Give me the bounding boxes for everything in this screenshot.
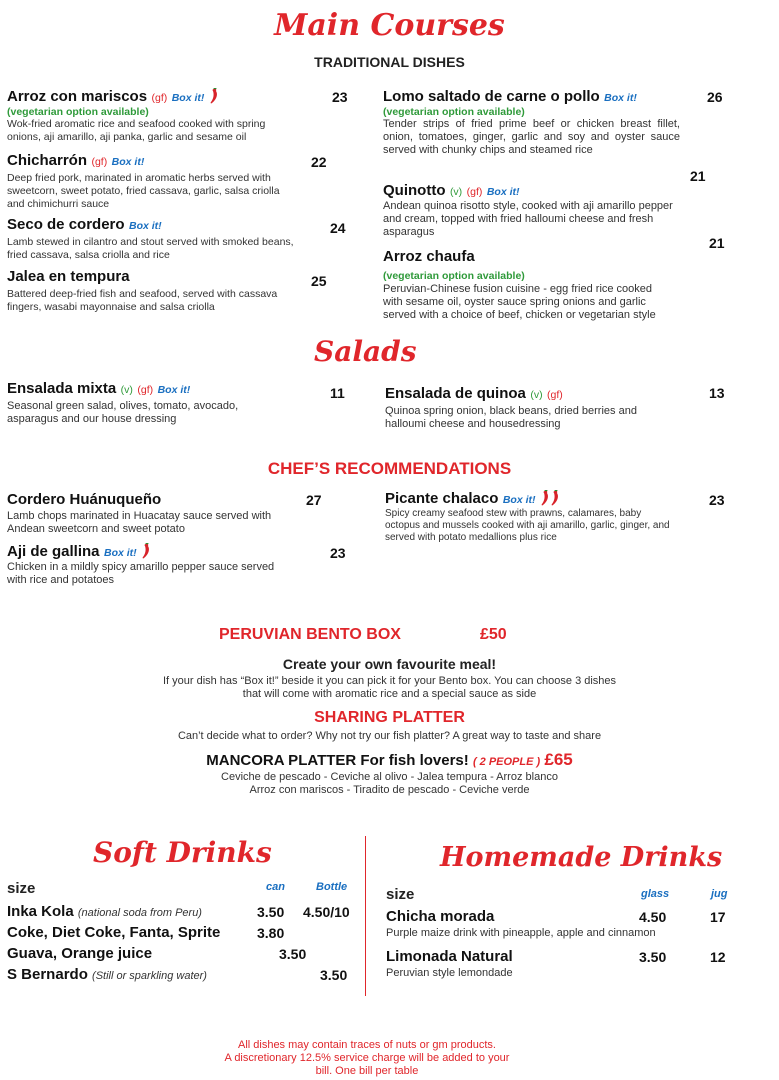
size-label: size (7, 880, 36, 897)
main-courses-title: Main Courses (274, 8, 505, 43)
item-name: Aji de gallina (7, 543, 100, 560)
drink-name: Guava, Orange juice (7, 945, 153, 962)
item-price: 23 (332, 89, 348, 105)
vegetarian-tag: (v) (530, 389, 543, 401)
drink-name: Chicha morada (386, 908, 495, 925)
gf-tag: (gf) (137, 384, 154, 396)
jug-price: 17 (710, 909, 726, 925)
can-price: 3.80 (257, 925, 285, 941)
can-price: 3.50 (279, 946, 307, 962)
item-name: Cordero Huánuqueño (7, 491, 162, 508)
platter-items: Ceviche de pescado - Ceviche al olivo - Jalea tempura - Arroz blanco (221, 771, 558, 783)
chili-pepper-icon (540, 490, 550, 506)
jug-column-header: jug (711, 888, 728, 900)
bento-box-title: PERUVIAN BENTO BOX (219, 626, 401, 643)
bento-box-price: £50 (480, 626, 507, 643)
vegetarian-note: (vegetarian option available) (383, 106, 525, 118)
drink-description: Purple maize drink with pineapple, apple and cinnamon (386, 927, 656, 939)
item-name: Lomo saltado de carne o pollo (383, 88, 600, 105)
footer-note: bill. One bill per table (315, 1065, 419, 1077)
chefs-recommendations-title: CHEF’S RECOMMENDATIONS (267, 459, 512, 478)
menu-item (383, 182, 680, 239)
chili-pepper-icon (141, 543, 151, 559)
item-name: Ensalada de quinoa (385, 385, 526, 402)
item-price: 22 (311, 154, 327, 170)
drink-description: Peruvian style lemondade (386, 967, 513, 979)
menu-item (7, 543, 292, 587)
item-price: 21 (709, 235, 725, 251)
item-price: 21 (690, 168, 706, 184)
platter-price: £65 (544, 750, 573, 769)
soft-drinks-title: Soft Drinks (93, 836, 272, 869)
box-it-badge: Box it! (103, 547, 137, 559)
box-it-badge: Box it! (129, 220, 162, 232)
menu-item (383, 248, 673, 322)
item-name: Arroz chaufa (383, 248, 475, 265)
item-description: Deep fried pork, marinated in aromatic herbs served with sweetcorn, sweet potato, fried cassava, garlic, salsa criolla and chimichurri sauce (7, 172, 280, 210)
glass-price: 3.50 (639, 949, 667, 965)
can-price: 3.50 (257, 904, 285, 920)
item-price: 11 (330, 385, 345, 401)
item-price: 23 (709, 492, 725, 508)
menu-item (7, 152, 297, 211)
size-label: size (386, 886, 415, 903)
sharing-text: Can’t decide what to order? Why not try our fish platter? A great way to taste and share (177, 730, 602, 742)
main-courses-subtitle: TRADITIONAL DISHES (314, 54, 465, 70)
item-price: 13 (709, 385, 725, 401)
platter-name: MANCORA PLATTER For fish lovers! (206, 752, 469, 769)
bento-text-line: that will come with aromatic rice and a special sauce as side (242, 688, 537, 700)
item-price: 26 (707, 89, 723, 105)
menu-item (383, 88, 680, 157)
column-divider (365, 836, 366, 996)
bento-text-line: If your dish has “Box it!” beside it you can pick it for your Bento box. You can choose 3 dishes (162, 675, 617, 687)
menu-item (385, 385, 675, 431)
menu-item (7, 380, 292, 426)
box-it-badge: Box it! (157, 384, 191, 396)
menu-item (385, 490, 675, 544)
menu-item (7, 88, 297, 144)
bottle-price: 4.50/10 (303, 904, 350, 920)
item-description: Seasonal green salad, olives, tomato, avocado, asparagus and our house dressing (7, 400, 239, 425)
bottle-price: 3.50 (320, 967, 348, 983)
drink-name: S Bernardo (7, 966, 88, 983)
item-description: Tender strips of fried prime beef or chicken breast fillet, onion, tomatoes, ginger, garlic and soy and oyster sauce served with chunky chips and steamed rice (383, 118, 680, 156)
vegetarian-note: (vegetarian option available) (383, 270, 525, 282)
homemade-drinks-title: Homemade Drinks (440, 842, 723, 873)
item-name: Chicharrón (7, 152, 88, 169)
gf-tag: (gf) (547, 389, 563, 401)
mancora-platter-line (0, 750, 779, 770)
platter-items: Arroz con mariscos - Tiradito de pescado - Ceviche verde (249, 784, 530, 796)
drink-name: Coke, Diet Coke, Fanta, Sprite (7, 924, 221, 941)
bottle-column-header: Bottle (316, 881, 348, 893)
item-name: Quinotto (383, 182, 446, 199)
glass-price: 4.50 (639, 909, 667, 925)
box-it-badge: Box it! (502, 494, 536, 506)
platter-people: ( 2 PEOPLE ) (472, 756, 541, 768)
drink-name: Limonada Natural (386, 948, 513, 965)
salads-title: Salads (314, 335, 417, 368)
box-it-badge: Box it! (604, 92, 637, 104)
item-description: Chicken in a mildly spicy amarillo pepper sauce served with rice and potatoes (7, 561, 275, 586)
gf-tag: (gf) (466, 186, 483, 198)
box-it-badge: Box it! (486, 186, 520, 198)
drink-row (7, 966, 207, 983)
box-it-badge: Box it! (171, 92, 205, 104)
item-name: Picante chalaco (385, 490, 499, 507)
item-name: Arroz con mariscos (7, 88, 148, 105)
vegetarian-tag: (v) (449, 186, 463, 198)
jug-price: 12 (710, 949, 726, 965)
chili-pepper-icon (209, 88, 219, 104)
box-it-badge: Box it! (111, 156, 145, 168)
menu-item (7, 216, 297, 262)
item-name: Seco de cordero (7, 216, 125, 233)
gf-tag: (gf) (91, 156, 108, 168)
can-column-header: can (266, 881, 285, 893)
item-description: Battered deep-fried fish and seafood, served with cassava fingers, wasabi mayonnaise and salsa criolla (7, 288, 278, 313)
item-name: Jalea en tempura (7, 268, 130, 285)
item-description: Peruvian-Chinese fusion cuisine - egg fried rice cooked with sesame oil, oyster sauce spring onions and garlic served with a choice of beef, chicken or vegetarian style (383, 283, 656, 321)
item-price: 23 (330, 545, 346, 561)
drink-name: Inka Kola (7, 903, 74, 920)
chili-pepper-icon (550, 490, 560, 506)
footer-note: A discretionary 12.5% service charge will be added to your (224, 1052, 510, 1064)
item-description: Andean quinoa risotto style, cooked with aji amarillo pepper and cream, topped with fried halloumi cheese and fresh asparagus (383, 200, 673, 238)
bento-headline: Create your own favourite meal! (282, 656, 497, 672)
footer-note: All dishes may contain traces of nuts or gm products. (237, 1039, 496, 1051)
item-description: Wok-fried aromatic rice and seafood cooked with spring onions, aji amarillo, aji panka, garlic and sesame oil (7, 118, 266, 143)
menu-item (7, 491, 292, 536)
item-price: 25 (311, 273, 327, 289)
item-description: Quinoa spring onion, black beans, dried berries and halloumi cheese and housedressing (385, 405, 637, 430)
drink-note: (national soda from Peru) (77, 907, 202, 919)
item-name: Ensalada mixta (7, 380, 117, 397)
drink-note: (Still or sparkling water) (92, 970, 207, 982)
item-description: Lamb chops marinated in Huacatay sauce served with Andean sweetcorn and sweet potato (7, 510, 272, 535)
vegetarian-tag: (v) (120, 384, 133, 396)
item-description: Lamb stewed in cilantro and stout served with smoked beans, fried cassava, salsa criolla and rice (7, 236, 294, 261)
item-price: 24 (330, 220, 346, 236)
glass-column-header: glass (641, 888, 670, 900)
sharing-platter-title: SHARING PLATTER (314, 709, 465, 726)
vegetarian-note: (vegetarian option available) (7, 106, 149, 118)
gf-tag: (gf) (151, 92, 168, 104)
drink-row (7, 903, 202, 920)
item-description: Spicy creamy seafood stew with prawns, calamares, baby octopus and mussels cooked with aji amarillo, garlic, ginger, and served with potato medallions plus rice (385, 508, 670, 543)
menu-item (7, 268, 297, 314)
item-price: 27 (306, 492, 322, 508)
